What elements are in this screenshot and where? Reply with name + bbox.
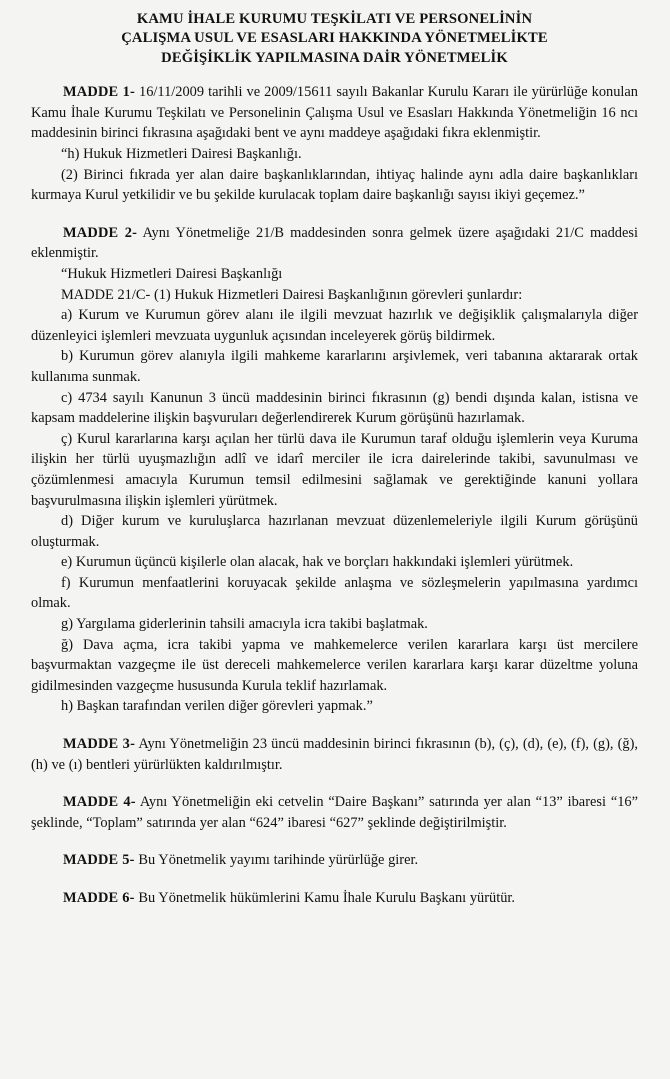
- article-1-label: MADDE 1-: [63, 84, 135, 101]
- article-1-added-fikra: (2) Birinci fıkrada yer alan daire başkanlıklarından, ihtiyaç halinde aynı adla daire başkanlıkları kurmaya Kurul yetkilidir ve bu şekilde kurulacak toplam daire başkanlığı sayısı ikiyi geçemez.”: [31, 166, 638, 204]
- article-2-intro: MADDE 21/C- (1) Hukuk Hizmetleri Dairesi Başkanlığının görevleri şunlardır:: [61, 286, 523, 303]
- page-title: [31, 10, 638, 68]
- article-2-paragraph: [31, 223, 638, 264]
- article-6-label: MADDE 6-: [63, 890, 135, 906]
- article-1-text: 16/11/2009 tarihli ve 2009/15611 sayılı Bakanlar Kurulu Kararı ile yürürlüğe konulan Kamu İhale Kurumu Teşkilatı ve Personelinin Çalışma Usul ve Esasları Hakkında Yönetmeliğin 16 ncı maddesinin birinci fıkrasına aşağıdaki bent ve aynı maddeye aşağıdaki fıkra eklenmiştir.: [31, 84, 638, 142]
- article-1-paragraph: [31, 82, 638, 144]
- page-title-line-3: DEĞİŞİKLİK YAPILMASINA DAİR YÖNETMELİK: [161, 49, 508, 66]
- clause-e: e) Kurumun üçüncü kişilerle olan alacak, hak ve borçları hakkındaki işlemleri yürütmek.: [61, 554, 574, 571]
- article-3-paragraph: [31, 734, 638, 775]
- article-3-label: MADDE 3-: [63, 736, 136, 753]
- article-5-label: MADDE 5-: [63, 852, 135, 869]
- article-4-text: Aynı Yönetmeliğin eki cetvelin “Daire Başkanı” satırında yer alan “13” ibaresi “16” şeklinde, “Toplam” satırında yer alan “624” ibaresi “627” şeklinde değiştirilmiştir.: [31, 794, 638, 831]
- article-5-text: Bu Yönetmelik yayımı tarihinde yürürlüğe girer.: [134, 852, 419, 869]
- article-2-label: MADDE 2-: [63, 224, 138, 241]
- article-4-label: MADDE 4-: [63, 794, 136, 811]
- article-5-paragraph: [31, 850, 638, 871]
- article-6-paragraph: [31, 888, 638, 909]
- clause-c-cedilla: ç) Kurul kararlarına karşı açılan her türlü dava ile Kurumun taraf olduğu işlemlerin veya Kuruma ilişkin her türlü uyuşmazlığın adlî ve idarî merciler ile icra dairelerinde takibi, savunulması ve çözümlenmesi amacıyla Kurumun temsil edilmesini sağlamak ve gerektiğinde kanuni yollara başvurulmasına ilişkin işlemleri yürütmek.: [31, 430, 638, 509]
- article-1-added-bent: “h) Hukuk Hizmetleri Dairesi Başkanlığı.: [61, 146, 302, 162]
- page-title-line-1: KAMU İHALE KURUMU TEŞKİLATI VE PERSONELİNİN: [136, 11, 533, 27]
- article-4-paragraph: [31, 792, 638, 833]
- clause-c: c) 4734 sayılı Kanunun 3 üncü maddesinin birinci fıkrasının (g) bendi dışında kalan, istisna ve kapsam maddelerine ilişkin başvuruları değerlendirerek Kurum görüşünü hazırlamak.: [31, 389, 638, 427]
- clause-d: d) Diğer kurum ve kuruluşlarca hazırlanan mevzuat düzenlemeleriyle ilgili Kurum görüşünü oluşturmak.: [31, 513, 638, 550]
- page-title-line-2: ÇALIŞMA USUL VE ESASLARI HAKKINDA YÖNETMELİKTE: [121, 30, 548, 47]
- clause-h: h) Başkan tarafından verilen diğer görevleri yapmak.”: [61, 698, 373, 715]
- clause-g: g) Yargılama giderlerinin tahsili amacıyla icra takibi başlatmak.: [61, 616, 428, 633]
- clause-a: a) Kurum ve Kurumun görev alanı ile ilgili mevzuat hazırlık ve değişiklik çalışmalarıyla diğer düzenleyici işlemleri mevzuata uygunluk açısından inceleyerek görüş bildirmek.: [31, 307, 638, 344]
- clause-f: f) Kurumun menfaatlerini koruyacak şekilde anlaşma ve sözleşmelerin yapılmasına yardımcı olmak.: [31, 574, 638, 612]
- clause-g-breve: ğ) Dava açma, icra takibi yapma ve mahkemelerce verilen kararlara karşı üst mercilere başvurmaktan vazgeçme ile üst dereceli mahkemelerce verilen kararlara karşı karar düzeltme yoluna gidilmesinden vazgeçme hususunda Kurula teklif hazırlamak.: [31, 636, 638, 694]
- article-2-text: Aynı Yönetmeliğe 21/B maddesinden sonra gelmek üzere aşağıdaki 21/C maddesi eklenmiştir.: [31, 224, 638, 262]
- clause-b: b) Kurumun görev alanıyla ilgili mahkeme kararlarını arşivlemek, veri tabanına aktararak ortak kullanıma sunmak.: [31, 348, 638, 385]
- article-6-text: Bu Yönetmelik hükümlerini Kamu İhale Kurulu Başkanı yürütür.: [134, 890, 516, 906]
- article-2-heading: “Hukuk Hizmetleri Dairesi Başkanlığı: [61, 265, 283, 282]
- article-3-text: Aynı Yönetmeliğin 23 üncü maddesinin birinci fıkrasının (b), (ç), (d), (e), (f), (g), (ğ), (h) ve (ı) bentleri yürürlükten kaldırılmıştır.: [31, 736, 638, 773]
